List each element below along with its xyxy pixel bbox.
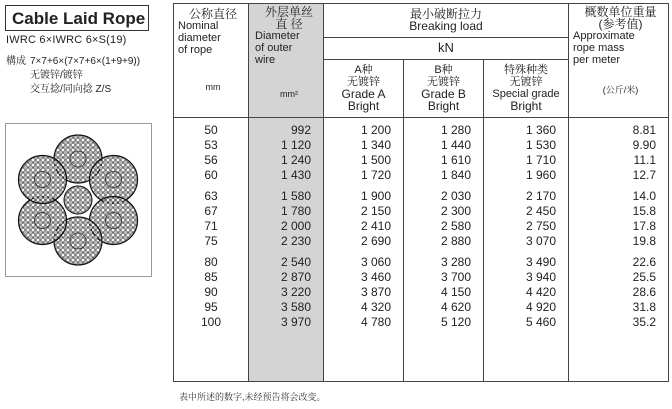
coating-text: 无镀锌/镀锌 — [30, 70, 83, 81]
outer-wire-cell: 2 870 — [280, 270, 311, 284]
rope-cross-section-graphic — [6, 124, 151, 276]
grade-special-cell: 2 750 — [525, 219, 556, 233]
rope-mass-cell: 11.1 — [633, 153, 656, 167]
grade-special-cn1: 特殊种类 — [504, 64, 548, 76]
rope-mass-cell: 35.2 — [632, 315, 656, 329]
grade-b-cell: 1 440 — [440, 138, 471, 152]
grade-b-cell: 2 030 — [440, 189, 471, 203]
rope-mass-cell: 28.6 — [632, 285, 656, 299]
grade-a-cell: 4 320 — [360, 300, 391, 314]
rope-mass-cell: 14.0 — [632, 189, 656, 203]
outer-wire-cell: 2 000 — [280, 219, 311, 233]
rope-spec-table — [173, 3, 669, 382]
grade-special-cell: 1 960 — [525, 168, 556, 182]
grade-special-cn2: 无镀锌 — [509, 76, 543, 88]
outer-wire-cell: 1 580 — [280, 189, 311, 203]
rope-mass-en3: per meter — [573, 54, 621, 66]
grade-b-cell: 2 580 — [440, 219, 471, 233]
breaking-load-cn: 最小破断拉力 — [409, 7, 482, 21]
outer-wire-cell: 2 540 — [280, 255, 311, 269]
rope-mass-column — [569, 118, 669, 382]
outer-wire-cell: 1 240 — [280, 153, 311, 167]
grade-special-cell: 1 530 — [525, 138, 556, 152]
grade-a-cell: 1 340 — [360, 138, 391, 152]
nominal-diameter-cn: 公称直径 — [188, 7, 237, 21]
nominal-diameter-header — [174, 4, 249, 118]
nominal-diameter-cell: 63 — [204, 189, 218, 203]
rope-mass-cell: 8.81 — [632, 123, 656, 137]
grade-a-cell: 2 690 — [360, 234, 391, 248]
rope-mass-en1: Approximate — [573, 30, 635, 42]
rope-mass-en2: rope mass — [573, 42, 625, 54]
breaking-load-header — [324, 4, 569, 38]
grade-b-en1: Grade B — [421, 87, 466, 101]
nominal-diameter-cell: 53 — [204, 138, 218, 152]
table-body-row — [174, 118, 669, 382]
construction-value: 7×7+6×(7×7+6×(1+9+9)) — [30, 56, 141, 67]
outer-wire-cn2: 直 径 — [275, 17, 303, 31]
rope-cross-section-image — [5, 123, 152, 277]
product-title: Cable Laid Rope — [5, 5, 149, 31]
rope-mass-cell: 25.5 — [632, 270, 656, 284]
construction-block — [6, 55, 140, 97]
grade-b-cell: 3 700 — [440, 270, 471, 284]
grade-special-cell: 2 450 — [525, 204, 556, 218]
outer-wire-cell: 1 780 — [280, 204, 311, 218]
grade-a-cell: 1 900 — [360, 189, 391, 203]
breaking-load-en: Breaking load — [409, 19, 483, 33]
outer-wire-unit: mm² — [280, 89, 298, 99]
grade-a-header — [324, 60, 404, 118]
outer-wire-cell: 3 580 — [280, 300, 311, 314]
grade-special-column — [484, 118, 569, 382]
nominal-diameter-cell: 71 — [204, 219, 218, 233]
grade-a-cell: 1 720 — [360, 168, 391, 182]
rope-mass-cn2: (参考值) — [598, 17, 643, 31]
grade-b-cell: 4 150 — [440, 285, 471, 299]
outer-wire-en3: wire — [255, 54, 276, 66]
grade-b-column — [404, 118, 484, 382]
grade-b-cell: 2 300 — [440, 204, 471, 218]
nominal-diameter-cell: 67 — [204, 204, 218, 218]
outer-wire-cell: 3 970 — [280, 315, 311, 329]
nominal-diameter-en2: diameter — [178, 32, 221, 44]
grade-b-header — [404, 60, 484, 118]
outer-wire-cell: 992 — [290, 123, 311, 137]
grade-b-cell: 1 840 — [440, 168, 471, 182]
nominal-diameter-cell: 80 — [204, 255, 218, 269]
nominal-diameter-column — [174, 118, 249, 382]
grade-special-en2: Bright — [510, 99, 542, 113]
grade-a-cell: 1 200 — [360, 123, 391, 137]
grade-a-en1: Grade A — [341, 87, 386, 101]
nominal-diameter-cell: 90 — [204, 285, 218, 299]
grade-a-cell: 2 410 — [360, 219, 391, 233]
nominal-diameter-en1: Nominal — [178, 20, 219, 32]
grade-a-cn1: A种 — [354, 64, 373, 76]
breaking-load-unit: kN — [324, 38, 569, 60]
rope-mass-cell: 12.7 — [632, 168, 656, 182]
grade-a-cell: 4 780 — [360, 315, 391, 329]
grade-a-cell: 3 060 — [360, 255, 391, 269]
outer-wire-cell: 3 220 — [280, 285, 311, 299]
grade-b-cell: 3 280 — [440, 255, 471, 269]
rope-mass-cell: 31.8 — [632, 300, 656, 314]
grade-special-header — [484, 60, 569, 118]
grade-b-cn1: B种 — [434, 64, 453, 76]
grade-a-cell: 1 500 — [360, 153, 391, 167]
grade-special-cell: 4 920 — [525, 300, 556, 314]
outer-wire-cell: 1 120 — [280, 138, 311, 152]
grade-special-cell: 4 420 — [525, 285, 556, 299]
outer-wire-column — [249, 118, 324, 382]
nominal-diameter-cell: 95 — [204, 300, 218, 314]
grade-b-cell: 5 120 — [440, 315, 471, 329]
grade-b-cell: 1 280 — [440, 123, 471, 137]
outer-wire-cell: 2 230 — [280, 234, 311, 248]
grade-b-en2: Bright — [427, 99, 460, 113]
nominal-diameter-unit: mm — [205, 82, 221, 92]
outer-wire-en1: Diameter — [255, 30, 300, 42]
grade-a-column — [324, 118, 404, 382]
grade-special-cell: 3 490 — [525, 255, 556, 269]
rope-mass-cell: 19.8 — [632, 234, 656, 248]
rope-mass-cell: 15.8 — [632, 204, 656, 218]
rope-mass-unit: (公斤/米) — [602, 85, 639, 95]
nominal-diameter-cell: 100 — [200, 315, 222, 329]
nominal-diameter-cell: 75 — [204, 234, 218, 248]
grade-special-cell: 1 360 — [525, 123, 556, 137]
grade-b-cell: 4 620 — [440, 300, 471, 314]
nominal-diameter-cell: 50 — [204, 123, 218, 137]
lay-text: 交互捻/同向捻 Z/S — [30, 84, 112, 95]
grade-a-cell: 2 150 — [360, 204, 391, 218]
grade-special-cell: 5 460 — [525, 315, 556, 329]
nominal-diameter-cell: 85 — [204, 270, 218, 284]
rope-mass-cn1: 概数单位重量 — [584, 5, 657, 19]
outer-wire-cn1: 外层单丝 — [264, 5, 313, 19]
rope-mass-cell: 22.6 — [632, 255, 656, 269]
nominal-diameter-en3: of rope — [178, 44, 213, 56]
rope-mass-cell: 17.8 — [632, 219, 656, 233]
nominal-diameter-cell: 60 — [204, 168, 218, 182]
rope-mass-cell: 9.90 — [632, 138, 656, 152]
product-spec: IWRC 6×IWRC 6×S(19) — [6, 34, 127, 46]
grade-b-cell: 1 610 — [440, 153, 471, 167]
grade-b-cell: 2 880 — [440, 234, 471, 248]
grade-a-cell: 3 870 — [360, 285, 391, 299]
grade-special-cell: 3 940 — [525, 270, 556, 284]
construction-label: 構成 — [6, 56, 26, 67]
grade-special-cell: 1 710 — [525, 153, 556, 167]
grade-special-en1: Special grade — [492, 88, 560, 100]
grade-b-cn2: 无镀锌 — [427, 76, 460, 88]
grade-a-cell: 3 460 — [360, 270, 391, 284]
outer-wire-cell: 1 430 — [280, 168, 311, 182]
grade-a-cn2: 无镀锌 — [347, 76, 380, 88]
grade-special-cell: 2 170 — [525, 189, 556, 203]
outer-wire-en2: of outer — [255, 42, 293, 54]
rope-mass-header — [569, 4, 669, 118]
outer-wire-header — [249, 4, 324, 118]
grade-special-cell: 3 070 — [525, 234, 556, 248]
grade-a-en2: Bright — [347, 99, 380, 113]
footnote: 表中所述的数字,未经预告将会改变。 — [179, 392, 326, 402]
nominal-diameter-cell: 56 — [204, 153, 218, 167]
